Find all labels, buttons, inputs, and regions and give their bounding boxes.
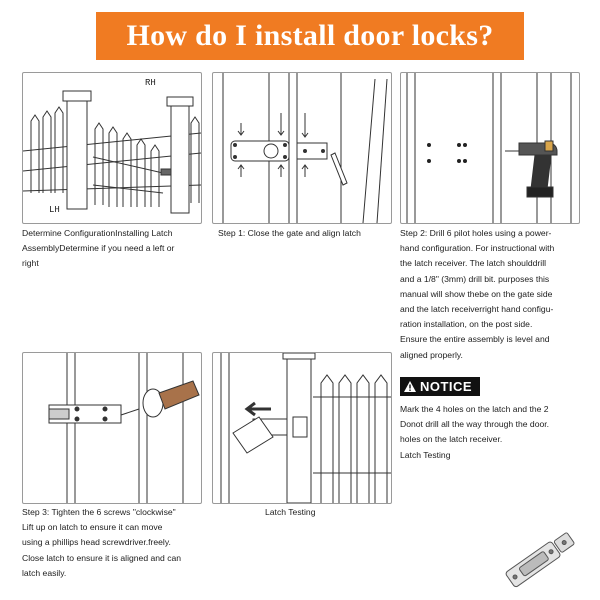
panel-fence-overview <box>22 72 202 224</box>
caption-step-3 <box>22 505 181 581</box>
warning-icon <box>403 380 417 393</box>
caption-step-2 <box>400 226 554 363</box>
caption-line: Latch Testing <box>265 507 316 517</box>
caption-line: Lift up on latch to ensure it can move <box>22 522 163 533</box>
caption-line: and the latch receiverright hand configu- <box>400 304 554 315</box>
caption-line: right <box>22 258 39 269</box>
caption-line: and a 1/8" (3mm) drill bit. purposes this <box>400 273 550 284</box>
caption-notice <box>400 402 549 463</box>
notice-label: NOTICE <box>419 379 473 394</box>
caption-line: Ensure the entire assembly is level and <box>400 334 550 345</box>
caption-line: manual will show thebe on the gate side <box>400 288 553 299</box>
caption-line: Close latch to ensure it is aligned and can <box>22 552 182 563</box>
tighten-screws-illustration <box>23 353 201 503</box>
caption-line: Step 3: Tighten the 6 screws "clockwise" <box>22 507 176 517</box>
caption-line: holes on the latch receiver. <box>400 434 503 445</box>
panel-drill-holes <box>400 72 580 224</box>
rh-label: RH <box>145 78 156 88</box>
caption-line: the latch receiver. The latch shoulddrill <box>400 258 547 269</box>
caption-determine-configuration <box>22 226 174 272</box>
page-title: How do I install door locks? <box>126 19 494 52</box>
caption-line: latch easily. <box>22 567 67 578</box>
caption-line: Latch Testing <box>400 449 451 460</box>
caption-line: ration installation, on the post side. <box>400 319 533 330</box>
caption-line: Determine ConfigurationInstalling Latch <box>22 228 173 238</box>
panel-tighten-screws <box>22 352 202 504</box>
latch-product-image <box>498 528 584 592</box>
caption-line: Step 1: Close the gate and align latch <box>218 228 361 238</box>
caption-line: AssemblyDetermine if you need a left or <box>22 243 175 254</box>
caption-line: using a phillips head screwdriver.freely. <box>22 537 171 548</box>
caption-latch-testing <box>265 505 315 520</box>
caption-line: Donot drill all the way through the door. <box>400 419 550 430</box>
caption-line: aligned properly. <box>400 349 463 360</box>
caption-line: Mark the 4 holes on the latch and the 2 <box>400 404 549 414</box>
caption-line: hand configuration. For instructional with <box>400 243 555 254</box>
panel-align-latch <box>212 72 392 224</box>
lh-label: LH <box>49 205 60 215</box>
latch-testing-illustration <box>213 353 391 503</box>
caption-step-1 <box>218 226 361 241</box>
align-latch-illustration <box>213 73 391 223</box>
panel-latch-testing <box>212 352 392 504</box>
caption-line: Step 2: Drill 6 pilot holes using a power- <box>400 228 552 238</box>
title-banner <box>96 12 524 60</box>
drill-holes-illustration <box>401 73 579 223</box>
fence-overview-illustration <box>23 73 201 223</box>
